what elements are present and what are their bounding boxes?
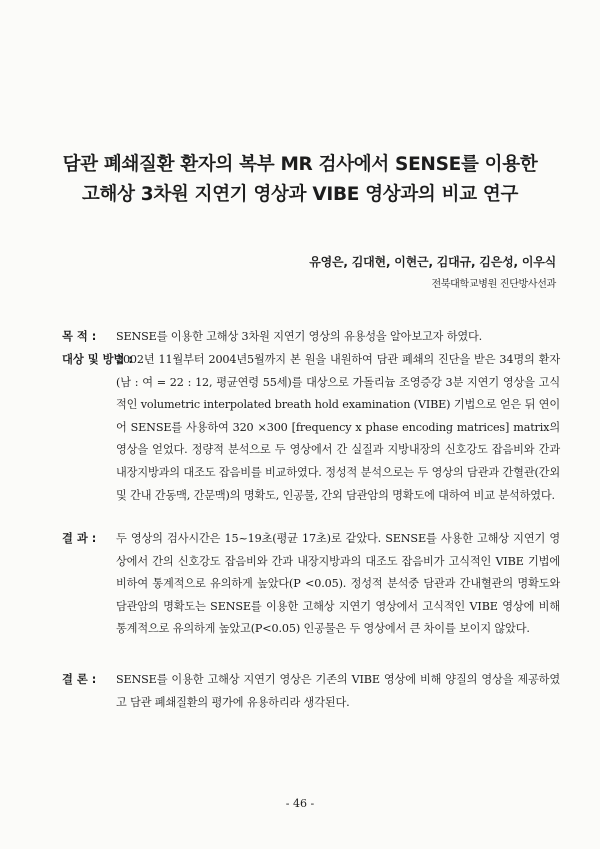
section-methods	[62, 349, 560, 507]
section-text-conclusion: SENSE를 이용한 고해상 지연기 영상은 기존의 VIBE 영상에 비해 양질의 영상을 제공하였고 담관 폐쇄질환의 평가에 유용하리라 생각된다.	[116, 673, 560, 709]
title-line-1: 담관 폐쇄질환 환자의 복부 MR 검사에서 SENSE를 이용한	[62, 154, 538, 175]
section-label-conclusion: 결 론 :	[62, 673, 97, 686]
section-label-methods: 대상 및 방법 :	[62, 353, 133, 366]
section-results	[62, 528, 560, 641]
affiliation: 전북대학교병원 진단방사선과	[431, 279, 556, 290]
section-label-results: 결 과 :	[62, 532, 97, 545]
section-label-purpose: 목 적 :	[62, 330, 97, 343]
section-text-purpose: SENSE를 이용한 고해상 3차원 지연기 영상의 유용성을 알아보고자 하였다.	[116, 330, 483, 343]
paper-title	[20, 150, 580, 210]
section-text-results: 두 영상의 검사시간은 15~19초(평균 17초)로 같았다. SENSE를 사용한 고해상 지연기 영상에서 간의 신호강도 잡음비와 간과 내장지방과의 대조도 잡음비가 고식적인 VIBE 기법에 비하여 통계적으로 유의하게 높았다(P <0.05). 정성적 분석중 담관과 간내혈관의 명확도와 담관암의 명확도는 SENSE를 이용한 고해상 지연기 영상에서 고식적인 VIBE 영상에 비해 통계적으로 유의하게 높았고(P<0.05) 인공물은 두 영상에서 큰 차이를 보이지 않았다.	[116, 532, 560, 636]
section-purpose	[62, 326, 560, 349]
page-number: - 46 -	[285, 797, 315, 810]
title-line-2: 고해상 3차원 지연기 영상과 VIBE 영상과의 비교 연구	[81, 184, 519, 205]
section-text-methods: 2002년 11월부터 2004년5월까지 본 원을 내원하여 담관 폐쇄의 진단을 받은 34명의 환자 (남 : 여 = 22 : 12, 평균연령 55세)를 대상으로 가돌리늄 조영증강 3분 지연기 영상을 고식적인 volumetric interpolated breath hold examination (VIBE) 기법으로 얻은 뒤 연이어 SENSE를 사용하여 320 ×300 [frequency x phase encoding matrices] matrix의 영상을 얻었다. 정량적 분석으로 두 영상에서 간 실질과 지방내장의 신호강도 잡음비와 간과 내장지방과의 대조도 잡음비를 비교하였다. 정성적 분석으로는 두 영상의 담관과 간혈관(간외 및 간내 간동맥, 간문맥)의 명확도, 인공물, 간외 담관암의 명확도에 대하여 비교 분석하였다.	[116, 353, 560, 502]
author-list: 유영은, 김대현, 이현근, 김대규, 김은성, 이우식	[309, 255, 556, 269]
section-conclusion	[62, 669, 560, 714]
